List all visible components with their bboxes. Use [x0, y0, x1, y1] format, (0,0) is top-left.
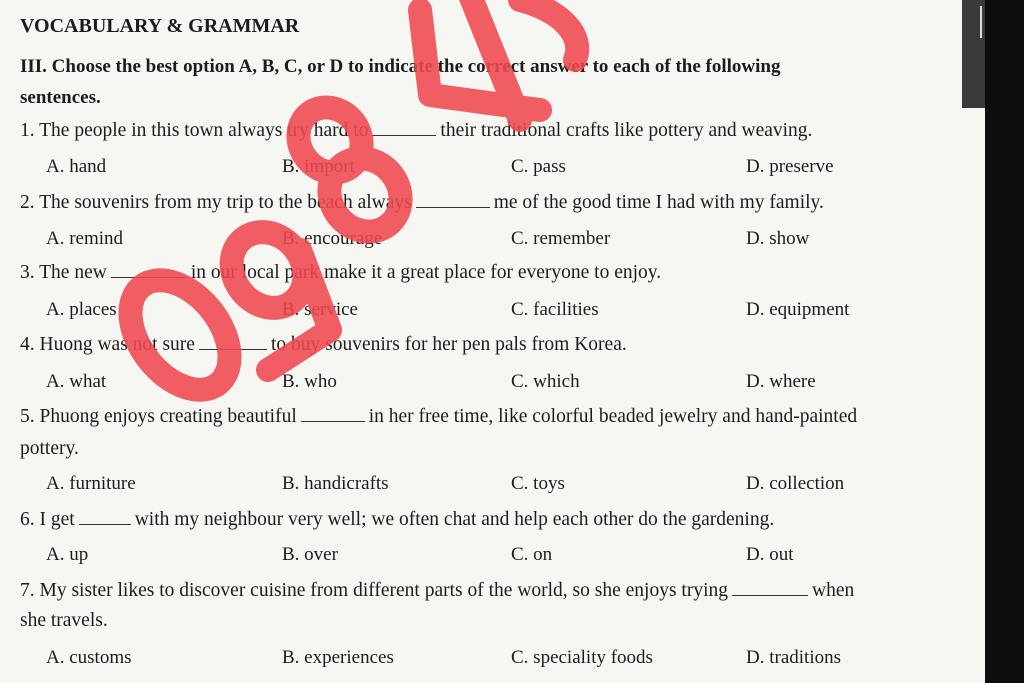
option-b: B. experiences	[282, 647, 394, 668]
question-5	[20, 405, 857, 429]
answer-blank	[301, 407, 365, 422]
question-text: 3. The new	[20, 262, 107, 283]
option-c: C. toys	[511, 473, 565, 494]
question-text: in our local park make it a great place for everyone to enjoy.	[190, 262, 662, 283]
question-text: when	[812, 580, 855, 601]
option-d: D. show	[746, 228, 810, 249]
question-text: 5. Phuong enjoys creating beautiful	[20, 406, 297, 427]
question-6	[20, 508, 774, 532]
answer-blank	[199, 335, 267, 350]
question-text: their traditional crafts like pottery and weaving.	[440, 120, 813, 141]
question-text: 4. Huong was not sure	[20, 334, 195, 355]
option-b: B. who	[282, 371, 337, 392]
option-b: B. import	[282, 156, 355, 177]
question-4	[20, 333, 627, 357]
question-text: in her free time, like colorful beaded jewelry and hand-painted	[368, 406, 858, 427]
option-a: A. furniture	[46, 473, 136, 494]
question-text: 1. The people in this town always try hard to	[20, 120, 369, 141]
option-c: C. remember	[511, 228, 611, 249]
corner-block	[962, 0, 985, 108]
option-a: A. customs	[46, 647, 132, 668]
option-c: C. on	[511, 544, 553, 565]
corner-tick	[980, 6, 982, 38]
right-dark-bar	[985, 0, 1024, 683]
option-d: D. preserve	[746, 156, 834, 177]
question-text: 6. I get	[20, 509, 75, 530]
section-heading: VOCABULARY & GRAMMAR	[20, 15, 300, 37]
question-7-continued: she travels.	[20, 610, 108, 631]
option-c: C. pass	[511, 156, 566, 177]
option-c: C. facilities	[511, 299, 599, 320]
option-c: C. speciality foods	[511, 647, 653, 668]
option-d: D. traditions	[746, 647, 841, 668]
option-d: D. where	[746, 371, 816, 392]
question-text: to buy souvenirs for her pen pals from Korea.	[270, 334, 627, 355]
option-d: D. equipment	[746, 299, 850, 320]
option-b: B. service	[282, 299, 358, 320]
question-7	[20, 579, 854, 603]
question-text: 2. The souvenirs from my trip to the beach always	[20, 192, 412, 213]
option-a: A. hand	[46, 156, 107, 177]
watermark-glyph	[520, 0, 577, 60]
instruction-line-1: III. Choose the best option A, B, C, or D to indicate the correct answer to each of the following	[20, 56, 781, 77]
question-2	[20, 191, 824, 215]
question-text: 7. My sister likes to discover cuisine from different parts of the world, so she enjoys trying	[20, 580, 729, 601]
option-d: D. out	[746, 544, 794, 565]
answer-blank	[416, 193, 490, 208]
option-a: A. up	[46, 544, 89, 565]
option-c: C. which	[511, 371, 580, 392]
answer-blank	[372, 121, 436, 136]
option-b: B. handicrafts	[282, 473, 389, 494]
question-text: me of the good time I had with my family.	[493, 192, 824, 213]
question-text: with my neighbour very well; we often chat and help each other do the gardening.	[134, 509, 775, 530]
question-5-continued: pottery.	[20, 438, 79, 459]
question-1	[20, 119, 812, 143]
answer-blank	[732, 581, 808, 596]
option-d: D. collection	[746, 473, 845, 494]
answer-blank	[79, 510, 131, 525]
option-b: B. encourage	[282, 228, 383, 249]
option-b: B. over	[282, 544, 338, 565]
instruction-line-2: sentences.	[20, 87, 101, 108]
option-a: A. what	[46, 371, 107, 392]
option-a: A. places	[46, 299, 117, 320]
question-3	[20, 261, 661, 285]
answer-blank	[111, 263, 187, 278]
option-a: A. remind	[46, 228, 124, 249]
